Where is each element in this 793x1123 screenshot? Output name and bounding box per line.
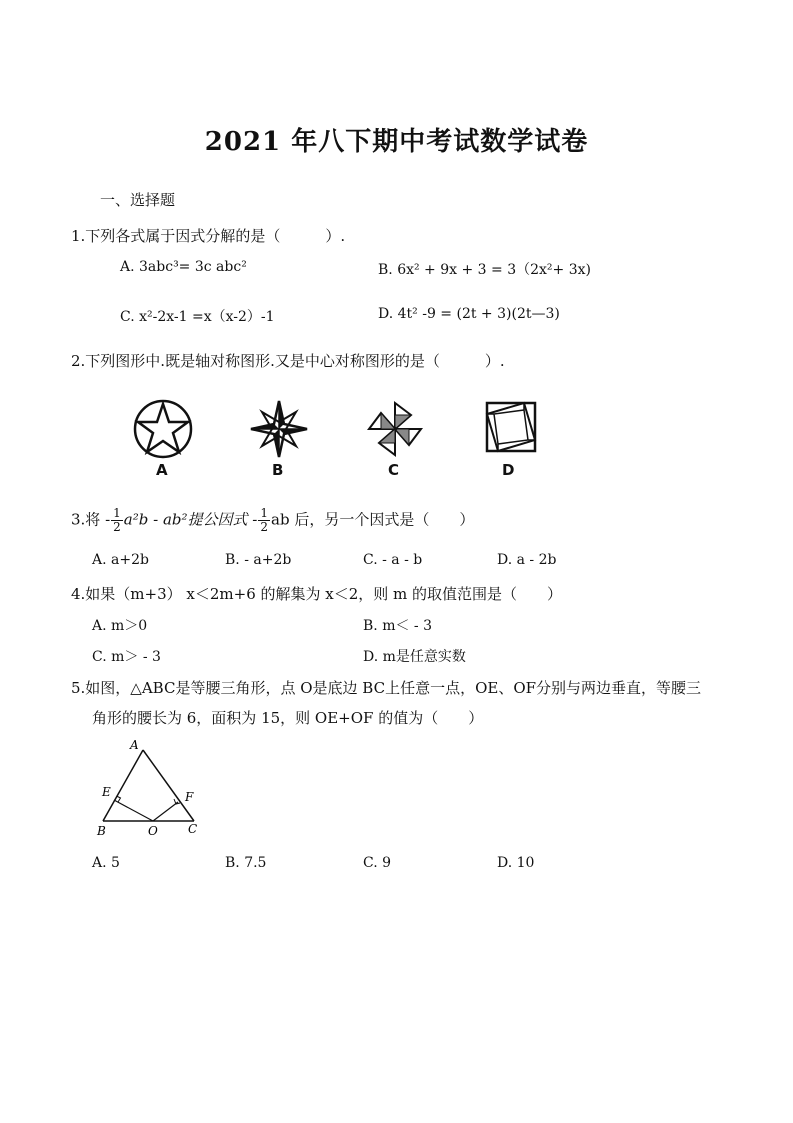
q4-stem: 4.如果（m+3） x＜2m+6 的解集为 x＜2，则 m 的取值范围是（ ） (71, 585, 563, 603)
q4-option-d: D. m是任意实数 (363, 649, 466, 665)
q3-stem-part2: a²b - ab²提公因式 - (123, 510, 258, 529)
q3-fraction-2 (258, 507, 270, 534)
point-label-o: O (148, 824, 158, 838)
q3-stem-part3: ab 后，另一个因式是（ ） (271, 510, 475, 529)
q5-stem-line1: 5.如图，△ABC是等腰三角形，点 O是底边 BC上任意一点，OE、OF分别与两边垂直，等腰三 (71, 679, 702, 697)
figure-label-c: C (388, 461, 400, 479)
q5-option-b: B. 7.5 (225, 855, 267, 871)
figure-label-b: B (272, 461, 284, 479)
q3-option-c: C. - a - b (363, 552, 423, 568)
vertex-label-a: A (130, 738, 139, 752)
q4-option-b: B. m＜ - 3 (363, 618, 433, 634)
q3-fraction-1 (111, 507, 123, 534)
vertex-label-c: C (188, 822, 198, 836)
q5-option-a: A. 5 (92, 855, 120, 871)
q5-option-c: C. 9 (363, 855, 392, 871)
q5-option-d: D. 10 (497, 855, 535, 871)
isosceles-triangle-figure (92, 736, 210, 842)
q1-option-d: D. 4t² -9 = (2t + 3)(2t—3) (378, 306, 560, 322)
q3-fraction-1-denominator: 2 (113, 520, 121, 534)
vertex-label-b: B (97, 824, 106, 838)
q4-option-c: C. m＞ - 3 (92, 649, 161, 665)
nested-square-figure (484, 400, 538, 454)
q3-fraction-2-denominator: 2 (260, 520, 268, 534)
figure-label-d: D (502, 461, 515, 479)
pinwheel-figure (364, 398, 426, 460)
q1-option-b: B. 6x² + 9x + 3 = 3（2x²+ 3x) (378, 262, 591, 278)
q1-option-a: A. 3abc³= 3c abc² (120, 259, 247, 275)
figure-label-a: A (156, 461, 168, 479)
page-title: 2021 年八下期中考试数学试卷 (204, 127, 589, 157)
q3-stem-part1: 3.将 - (71, 510, 111, 529)
q3-option-d: D. a - 2b (497, 552, 557, 568)
q3-fraction-2-numerator: 1 (260, 506, 268, 520)
q3-fraction-1-numerator: 1 (113, 506, 121, 520)
compass-star-figure (248, 398, 310, 460)
q1-option-c: C. x²-2x-1 =x（x-2）-1 (120, 309, 275, 325)
q1-stem: 1.下列各式属于因式分解的是（ ）. (71, 227, 346, 245)
q4-option-a: A. m＞0 (92, 618, 148, 634)
star-in-circle-figure (132, 398, 194, 460)
section-heading: 一、选择题 (100, 191, 176, 209)
q3-option-a: A. a+2b (92, 552, 149, 568)
q2-stem: 2.下列图形中.既是轴对称图形.又是中心对称图形的是（ ）. (71, 352, 505, 370)
point-label-f: F (185, 790, 194, 804)
q3-stem (71, 507, 474, 534)
q5-stem-line2: 角形的腰长为 6，面积为 15，则 OE+OF 的值为（ ） (92, 709, 484, 727)
q3-option-b: B. - a+2b (225, 552, 292, 568)
point-label-e: E (102, 785, 111, 799)
